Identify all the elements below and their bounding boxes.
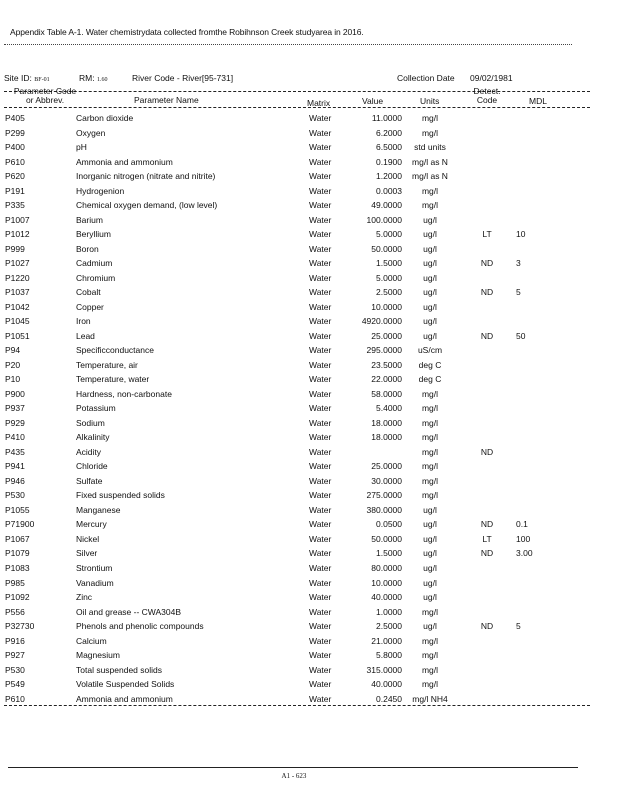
cell-value: 58.0000	[371, 388, 402, 399]
cell-matrix: Water	[309, 330, 332, 341]
cell-matrix: Water	[309, 113, 332, 123]
cell-param-name: Sodium	[76, 417, 105, 428]
cell-param-name: Chloride	[76, 461, 108, 472]
cell-detect-code: ND	[480, 621, 494, 632]
cell-matrix: Water	[309, 374, 332, 385]
cell-param-name: Oxygen	[76, 127, 106, 138]
site-id-label: Site ID:	[4, 73, 32, 83]
cell-units: mg/l	[421, 664, 439, 675]
cell-matrix: Water	[309, 200, 332, 211]
cell-param-code: P1083	[5, 562, 30, 573]
cell-units: ug/l	[423, 287, 437, 298]
cell-value: 18.0000	[371, 432, 402, 443]
table-row	[0, 401, 618, 416]
cell-value: 5.8000	[376, 650, 402, 661]
cell-param-name: Nickel	[76, 533, 100, 544]
cell-param-name: Manganese	[76, 504, 121, 515]
table-row	[0, 430, 618, 445]
cell-units: ug/l	[423, 258, 437, 269]
cell-units: mg/l	[421, 185, 439, 196]
table-row	[0, 213, 618, 228]
table-row	[0, 459, 618, 474]
cell-value: 0.2450	[376, 693, 402, 704]
cell-param-code: P941	[5, 461, 25, 472]
cell-param-code: P985	[5, 577, 25, 588]
cell-param-name: Lead	[76, 330, 95, 341]
table-row	[0, 285, 618, 300]
cell-matrix: Water	[309, 475, 332, 486]
cell-value: 10.0000	[371, 301, 402, 312]
cell-param-name: Hydrogenion	[76, 185, 125, 196]
cell-matrix: Water	[309, 679, 332, 690]
header-param-name: Parameter Name	[134, 95, 199, 105]
cell-matrix: Water	[309, 417, 332, 428]
cell-param-code: P1092	[5, 592, 30, 603]
cell-param-code: P556	[5, 606, 25, 617]
cell-param-name: Vanadium	[76, 577, 114, 588]
table-row	[0, 590, 618, 605]
cell-units: mg/l	[421, 446, 439, 457]
table-row	[0, 372, 618, 387]
cell-units: mg/l	[421, 679, 439, 690]
cell-units: mg/l	[421, 635, 439, 646]
cell-param-name: Chemical oxygen demand, (low level)	[76, 200, 218, 211]
cell-value: 50.0000	[371, 243, 402, 254]
cell-matrix: Water	[309, 621, 332, 632]
cell-value: 100.0000	[366, 214, 402, 225]
cell-value: 22.0000	[371, 374, 402, 385]
cell-value: 40.0000	[371, 592, 402, 603]
header-detect-line2: Code	[476, 95, 498, 105]
cell-param-code: P1220	[5, 272, 30, 283]
table-row	[0, 648, 618, 663]
table-row	[0, 546, 618, 561]
cell-units: ug/l	[423, 562, 437, 573]
cell-param-name: Oil and grease -- CWA304B	[76, 606, 182, 617]
cell-matrix: Water	[309, 229, 332, 240]
cell-param-name: Temperature, water	[76, 374, 150, 385]
header-detect-code	[470, 87, 504, 105]
table-title: Appendix Table A-1. Water chemistrydata collected fromthe Robihnson Creek studyarea in 2016.	[10, 27, 364, 37]
cell-param-code: P610	[5, 156, 25, 167]
cell-param-code: P435	[5, 446, 25, 457]
cell-mdl: 50	[516, 330, 526, 341]
cell-value: 1.5000	[376, 548, 402, 559]
table-row	[0, 314, 618, 329]
cell-matrix: Water	[309, 519, 332, 530]
table-row	[0, 198, 618, 213]
cell-param-code: P927	[5, 650, 25, 661]
table-row	[0, 677, 618, 692]
cell-param-code: P400	[5, 142, 25, 153]
cell-param-name: Temperature, air	[76, 359, 138, 370]
cell-param-name: Fixed suspended solids	[76, 490, 165, 501]
cell-mdl: 0.1	[516, 519, 528, 530]
cell-matrix: Water	[309, 272, 332, 283]
cell-matrix: Water	[309, 243, 332, 254]
cell-matrix: Water	[309, 577, 332, 588]
cell-param-name: Total suspended solids	[76, 664, 163, 675]
collection-date-value: 09/02/1981	[470, 73, 513, 83]
footer-rule	[8, 767, 578, 768]
cell-matrix: Water	[309, 316, 332, 327]
cell-param-name: Chromium	[76, 272, 116, 283]
cell-units: ug/l	[423, 243, 437, 254]
cell-value: 2.5000	[376, 621, 402, 632]
cell-matrix: Water	[309, 142, 332, 153]
cell-matrix: Water	[309, 490, 332, 501]
cell-value: 4920.0000	[361, 316, 402, 327]
cell-value: 1.2000	[376, 171, 402, 182]
cell-param-name: Mercury	[76, 519, 107, 530]
river-mile	[79, 73, 107, 83]
cell-units: ug/l	[423, 519, 437, 530]
cell-value: 5.0000	[376, 272, 402, 283]
cell-matrix: Water	[309, 345, 332, 356]
cell-units: mg/l as N	[412, 171, 448, 182]
cell-param-code: P1037	[5, 287, 30, 298]
cell-param-code: P94	[5, 345, 21, 356]
cell-units: mg/l	[421, 403, 439, 414]
cell-detect-code: ND	[480, 519, 494, 530]
cell-param-code: P1045	[5, 316, 30, 327]
cell-param-code: P335	[5, 200, 25, 211]
table-row	[0, 532, 618, 547]
river-mile-value: 1.60	[96, 77, 108, 83]
cell-param-name: Barium	[76, 214, 103, 225]
cell-param-name: Copper	[76, 301, 104, 312]
table-row	[0, 184, 618, 199]
cell-value: 25.0000	[371, 461, 402, 472]
cell-param-code: P1027	[5, 258, 30, 269]
cell-units: mg/l NH4	[412, 693, 448, 704]
cell-detect-code: ND	[480, 258, 494, 269]
collection-date-label: Collection Date	[397, 73, 455, 83]
table-row	[0, 343, 618, 358]
cell-value: 80.0000	[371, 562, 402, 573]
cell-param-code: P1067	[5, 533, 30, 544]
cell-units: mg/l	[421, 490, 439, 501]
table-row	[0, 619, 618, 634]
cell-matrix: Water	[309, 156, 332, 167]
cell-param-code: P71900	[5, 519, 35, 530]
cell-value: 10.0000	[371, 577, 402, 588]
cell-param-name: Cadmium	[76, 258, 113, 269]
header-mdl: MDL	[529, 96, 547, 106]
header-bottom-rule	[4, 107, 590, 108]
river-code: River Code - River[95-731]	[132, 73, 234, 83]
cell-matrix: Water	[309, 403, 332, 414]
cell-units: mg/l	[421, 432, 439, 443]
cell-units: ug/l	[423, 330, 437, 341]
cell-detect-code: LT	[482, 533, 492, 544]
cell-param-name: Calcium	[76, 635, 107, 646]
table-row	[0, 576, 618, 591]
cell-units: ug/l	[423, 214, 437, 225]
cell-value: 6.2000	[376, 127, 402, 138]
cell-units: mg/l	[421, 650, 439, 661]
table-row	[0, 634, 618, 649]
cell-units: ug/l	[423, 272, 437, 283]
cell-param-code: P299	[5, 127, 25, 138]
cell-units: ug/l	[423, 229, 437, 240]
table-row	[0, 227, 618, 242]
cell-value: 275.0000	[366, 490, 402, 501]
cell-detect-code: LT	[482, 229, 492, 240]
cell-units: ug/l	[423, 577, 437, 588]
cell-param-name: Phenols and phenolic compounds	[76, 621, 204, 632]
cell-param-name: Sulfate	[76, 475, 103, 486]
cell-param-code: P937	[5, 403, 25, 414]
cell-units: uS/cm	[417, 345, 443, 356]
header-param-code	[5, 87, 85, 105]
cell-param-name: Cobalt	[76, 287, 101, 298]
header-matrix: Matrix	[307, 98, 331, 108]
table-row	[0, 416, 618, 431]
cell-matrix: Water	[309, 388, 332, 399]
cell-value: 49.0000	[371, 200, 402, 211]
cell-matrix: Water	[309, 664, 332, 675]
cell-mdl: 10	[516, 229, 526, 240]
cell-param-code: P20	[5, 359, 21, 370]
cell-value: 23.5000	[371, 359, 402, 370]
cell-param-code: P929	[5, 417, 25, 428]
cell-mdl: 5	[516, 287, 521, 298]
table-row	[0, 242, 618, 257]
cell-mdl: 5	[516, 621, 521, 632]
cell-param-name: Volatile Suspended Solids	[76, 679, 175, 690]
table-row	[0, 111, 618, 126]
table-row	[0, 300, 618, 315]
site-id-value: BF-01	[34, 77, 50, 83]
table-row	[0, 503, 618, 518]
cell-matrix: Water	[309, 533, 332, 544]
cell-units: mg/l	[421, 113, 439, 123]
cell-value: 0.0500	[376, 519, 402, 530]
cell-units: mg/l	[421, 388, 439, 399]
cell-param-code: P10	[5, 374, 21, 385]
cell-value: 1.5000	[376, 258, 402, 269]
page-number: A1 - 623	[281, 772, 307, 780]
cell-param-name: Ammonia and ammonium	[76, 693, 173, 704]
cell-param-code: P1012	[5, 229, 30, 240]
cell-param-code: P1051	[5, 330, 30, 341]
table-row	[0, 692, 618, 707]
cell-param-code: P1079	[5, 548, 30, 559]
cell-param-name: Hardness, non-carbonate	[76, 388, 172, 399]
cell-value: 25.0000	[371, 330, 402, 341]
cell-param-code: P620	[5, 171, 25, 182]
cell-param-name: Potassium	[76, 403, 116, 414]
header-param-code-line2: or Abbrev.	[25, 95, 65, 105]
cell-matrix: Water	[309, 606, 332, 617]
cell-value: 40.0000	[371, 679, 402, 690]
table-row	[0, 474, 618, 489]
table-row	[0, 169, 618, 184]
cell-value: 11.0000	[371, 113, 402, 123]
cell-detect-code: ND	[480, 287, 494, 298]
cell-units: ug/l	[423, 621, 437, 632]
cell-param-code: P530	[5, 664, 25, 675]
cell-units: ug/l	[423, 592, 437, 603]
cell-param-code: P530	[5, 490, 25, 501]
cell-param-name: Acidity	[76, 446, 102, 457]
cell-mdl: 3.00	[516, 548, 533, 559]
cell-param-name: Strontium	[76, 562, 113, 573]
cell-value: 6.5000	[376, 142, 402, 153]
cell-matrix: Water	[309, 287, 332, 298]
cell-param-code: P191	[5, 185, 25, 196]
cell-units: std units	[414, 142, 446, 153]
header-param-code-line1: Parameter Code	[13, 86, 77, 96]
cell-param-name: Magnesium	[76, 650, 120, 661]
table-row	[0, 140, 618, 155]
cell-units: ug/l	[423, 301, 437, 312]
table-row	[0, 605, 618, 620]
table-row	[0, 256, 618, 271]
cell-param-name: Alkalinity	[76, 432, 110, 443]
cell-units: mg/l	[421, 417, 439, 428]
table-row	[0, 517, 618, 532]
cell-matrix: Water	[309, 562, 332, 573]
table-row	[0, 561, 618, 576]
cell-matrix: Water	[309, 185, 332, 196]
river-mile-label: RM:	[79, 73, 95, 83]
cell-param-code: P916	[5, 635, 25, 646]
cell-matrix: Water	[309, 171, 332, 182]
cell-units: deg C	[418, 359, 442, 370]
cell-matrix: Water	[309, 650, 332, 661]
cell-matrix: Water	[309, 592, 332, 603]
cell-matrix: Water	[309, 504, 332, 515]
cell-units: ug/l	[423, 548, 437, 559]
cell-matrix: Water	[309, 359, 332, 370]
cell-param-name: Iron	[76, 316, 91, 327]
table-row	[0, 126, 618, 141]
cell-param-code: P946	[5, 475, 25, 486]
cell-units: ug/l	[423, 533, 437, 544]
table-row	[0, 387, 618, 402]
table-row	[0, 329, 618, 344]
cell-param-name: pH	[76, 142, 87, 153]
cell-units: deg C	[418, 374, 442, 385]
cell-units: mg/l	[421, 200, 439, 211]
cell-param-code: P1055	[5, 504, 30, 515]
cell-param-name: Boron	[76, 243, 99, 254]
cell-value: 0.0003	[376, 185, 402, 196]
cell-value: 30.0000	[371, 475, 402, 486]
cell-param-name: Specificconductance	[76, 345, 154, 356]
cell-param-code: P32730	[5, 621, 35, 632]
header-units: Units	[420, 96, 440, 106]
cell-matrix: Water	[309, 127, 332, 138]
cell-value: 315.0000	[366, 664, 402, 675]
cell-param-code: P1007	[5, 214, 30, 225]
table-row	[0, 358, 618, 373]
cell-param-name: Ammonia and ammonium	[76, 156, 173, 167]
cell-matrix: Water	[309, 258, 332, 269]
cell-units: ug/l	[423, 316, 437, 327]
cell-value: 5.4000	[376, 403, 402, 414]
cell-detect-code: ND	[480, 330, 494, 341]
cell-matrix: Water	[309, 635, 332, 646]
cell-units: mg/l	[421, 461, 439, 472]
cell-value: 295.0000	[366, 345, 402, 356]
table-row	[0, 488, 618, 503]
cell-units: mg/l as N	[412, 156, 448, 167]
cell-param-code: P405	[5, 113, 25, 123]
cell-param-name: Zinc	[76, 592, 93, 603]
table-bottom-rule	[4, 705, 590, 706]
cell-matrix: Water	[309, 301, 332, 312]
cell-detect-code: ND	[480, 446, 494, 457]
data-table-body	[0, 111, 618, 706]
cell-detect-code: ND	[480, 548, 494, 559]
cell-matrix: Water	[309, 214, 332, 225]
title-divider	[4, 44, 572, 45]
cell-value: 380.0000	[366, 504, 402, 515]
cell-units: mg/l	[421, 475, 439, 486]
table-row	[0, 663, 618, 678]
cell-param-code: P610	[5, 693, 25, 704]
cell-param-name: Beryllium	[76, 229, 111, 240]
cell-mdl: 100	[516, 533, 531, 544]
cell-matrix: Water	[309, 461, 332, 472]
cell-mdl: 3	[516, 258, 521, 269]
cell-value: 2.5000	[376, 287, 402, 298]
cell-value: 21.0000	[371, 635, 402, 646]
header-value: Value	[362, 96, 384, 106]
cell-param-code: P1042	[5, 301, 30, 312]
cell-param-name: Silver	[76, 548, 98, 559]
cell-param-name: Inorganic nitrogen (nitrate and nitrite)	[76, 171, 216, 182]
cell-param-code: P549	[5, 679, 25, 690]
cell-value: 50.0000	[371, 533, 402, 544]
cell-units: mg/l	[421, 606, 439, 617]
cell-param-code: P410	[5, 432, 25, 443]
cell-param-code: P999	[5, 243, 25, 254]
cell-units: mg/l	[421, 127, 439, 138]
cell-value: 0.1900	[376, 156, 402, 167]
header-detect-line1: Detect.	[473, 86, 501, 96]
cell-value: 1.0000	[376, 606, 402, 617]
cell-value: 5.0000	[376, 229, 402, 240]
cell-param-name: Carbon dioxide	[76, 113, 134, 123]
cell-matrix: Water	[309, 432, 332, 443]
cell-matrix: Water	[309, 446, 332, 457]
cell-matrix: Water	[309, 548, 332, 559]
table-row	[0, 155, 618, 170]
table-row	[0, 271, 618, 286]
cell-matrix: Water	[309, 693, 332, 704]
cell-units: ug/l	[423, 504, 437, 515]
site-id	[4, 73, 50, 83]
table-row	[0, 445, 618, 460]
cell-param-code: P900	[5, 388, 25, 399]
cell-value: 18.0000	[371, 417, 402, 428]
